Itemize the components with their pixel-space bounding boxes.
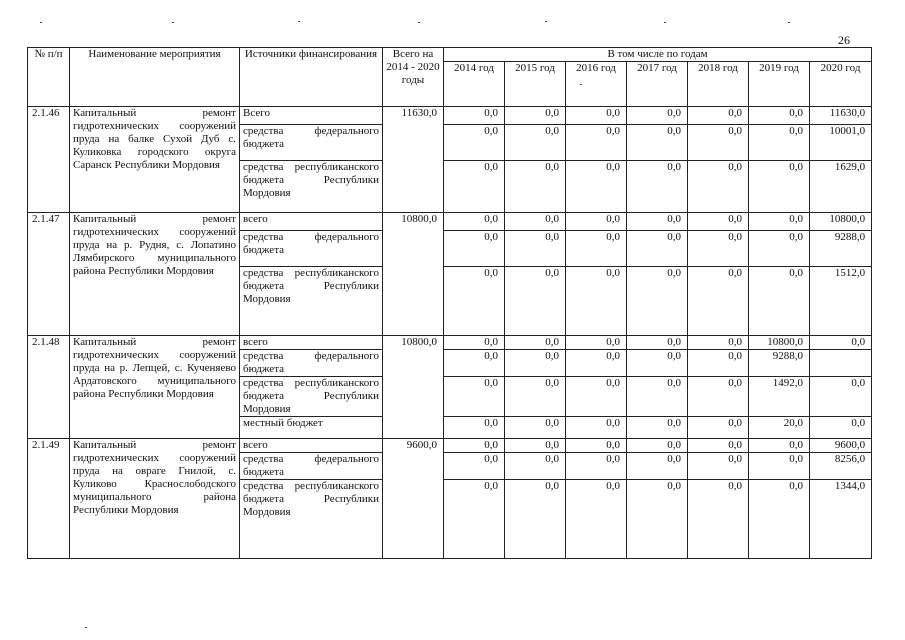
value-cell: 0,0 (505, 231, 566, 267)
value-cell: 0,0 (749, 480, 810, 559)
value-cell: 0,0 (627, 417, 688, 439)
value-cell: 0,0 (688, 160, 749, 212)
entry-total: 10800,0 (383, 213, 444, 336)
header-total: Всего на 2014 - 2020 годы (383, 48, 444, 107)
header-year: 2019 год (749, 62, 810, 107)
value-cell: 0,0 (566, 350, 627, 377)
value-cell: 0,0 (566, 213, 627, 231)
value-cell: 8256,0 (810, 453, 872, 480)
value-cell: 1629,0 (810, 160, 872, 212)
entry-name: Капитальный ремонт гидротехнических сооружений пруда на овраге Гнилой, с. Куликово Краснослободского муниципального района Республики Мордовия (70, 439, 240, 559)
value-cell: 0,0 (566, 160, 627, 212)
value-cell: 0,0 (505, 336, 566, 350)
value-cell: 0,0 (627, 336, 688, 350)
value-cell: 20,0 (749, 417, 810, 439)
value-cell: 1344,0 (810, 480, 872, 559)
value-cell: 0,0 (444, 377, 505, 417)
header-year: 2015 год (505, 62, 566, 107)
entry-number: 2.1.46 (28, 107, 70, 213)
entry-name: Капитальный ремонт гидротехнических сооружений пруда на р. Рудня, с. Лопатино Лямбирского муниципального района Республики Мордовия (70, 213, 240, 336)
value-cell: 0,0 (505, 350, 566, 377)
value-cell: 10001,0 (810, 125, 872, 160)
entry-number: 2.1.48 (28, 336, 70, 439)
value-cell: 1512,0 (810, 267, 872, 336)
entry-name: Капитальный ремонт гидротехнических сооружений пруда на р. Лепцей, с. Кученяево Ардатовского муниципального района Республики Мордовия (70, 336, 240, 439)
funding-source: Всего (240, 107, 383, 125)
funding-source: всего (240, 336, 383, 350)
page-number: 26 (838, 33, 850, 47)
value-cell: 0,0 (505, 417, 566, 439)
value-cell: 0,0 (444, 417, 505, 439)
value-cell: 0,0 (688, 125, 749, 160)
value-cell: 0,0 (627, 350, 688, 377)
value-cell: 0,0 (627, 377, 688, 417)
value-cell: 0,0 (627, 480, 688, 559)
value-cell: 0,0 (627, 160, 688, 212)
header-year: 2020 год (810, 62, 872, 107)
value-cell: 0,0 (688, 336, 749, 350)
value-cell: 9288,0 (810, 231, 872, 267)
funding-table (27, 47, 872, 559)
value-cell: 0,0 (566, 439, 627, 453)
value-cell: 0,0 (505, 213, 566, 231)
value-cell: 0,0 (505, 439, 566, 453)
value-cell: 0,0 (627, 231, 688, 267)
header-year: 2018 год (688, 62, 749, 107)
value-cell: 0,0 (749, 213, 810, 231)
value-cell: 0,0 (444, 213, 505, 231)
value-cell: 11630,0 (810, 107, 872, 125)
value-cell: 0,0 (505, 125, 566, 160)
value-cell: 0,0 (688, 377, 749, 417)
value-cell: 0,0 (566, 377, 627, 417)
funding-source: средства республиканского бюджета Республики Мордовия (240, 377, 383, 417)
funding-source: средства федерального бюджета (240, 231, 383, 267)
value-cell: 0,0 (810, 377, 872, 417)
entry-number: 2.1.47 (28, 213, 70, 336)
value-cell: 0,0 (444, 480, 505, 559)
value-cell: 0,0 (810, 417, 872, 439)
funding-source: всего (240, 213, 383, 231)
funding-source: средства федерального бюджета (240, 453, 383, 480)
value-cell: 0,0 (749, 107, 810, 125)
funding-source: средства республиканского бюджета Республики Мордовия (240, 267, 383, 336)
value-cell: 0,0 (688, 439, 749, 453)
value-cell: 0,0 (566, 231, 627, 267)
value-cell: 0,0 (444, 336, 505, 350)
header-year: 2014 год (444, 62, 505, 107)
header-year: 2016 год (566, 62, 627, 107)
entry-name: Капитальный ремонт гидротехнических сооружений пруда на балке Сухой Дуб с. Куликовка городского округа Саранск Республики Мордовия (70, 107, 240, 213)
value-cell: 0,0 (505, 267, 566, 336)
entry-total: 11630,0 (383, 107, 444, 213)
table-row (28, 107, 872, 125)
value-cell: 0,0 (688, 350, 749, 377)
value-cell: 0,0 (566, 267, 627, 336)
funding-source: средства республиканского бюджета Республики Мордовия (240, 160, 383, 212)
value-cell: 0,0 (749, 267, 810, 336)
value-cell: 0,0 (688, 480, 749, 559)
value-cell: 0,0 (627, 107, 688, 125)
value-cell: 0,0 (627, 125, 688, 160)
value-cell: 0,0 (505, 377, 566, 417)
value-cell: 0,0 (627, 213, 688, 231)
value-cell: 0,0 (749, 231, 810, 267)
value-cell: 0,0 (566, 417, 627, 439)
value-cell: 0,0 (444, 267, 505, 336)
funding-source: местный бюджет (240, 417, 383, 439)
value-cell: 10800,0 (810, 213, 872, 231)
table-row (28, 336, 872, 350)
value-cell: 9600,0 (810, 439, 872, 453)
funding-source: средства федерального бюджета (240, 350, 383, 377)
funding-source: средства федерального бюджета (240, 125, 383, 160)
value-cell: 0,0 (444, 160, 505, 212)
value-cell (810, 350, 872, 377)
value-cell: 0,0 (505, 480, 566, 559)
value-cell: 0,0 (444, 439, 505, 453)
header-year: 2017 год (627, 62, 688, 107)
value-cell: 10800,0 (749, 336, 810, 350)
value-cell: 0,0 (749, 160, 810, 212)
value-cell: 0,0 (444, 453, 505, 480)
header-no: № п/п (28, 48, 70, 107)
value-cell: 0,0 (444, 125, 505, 160)
value-cell: 0,0 (749, 125, 810, 160)
header-row (28, 48, 872, 62)
entry-total: 9600,0 (383, 439, 444, 559)
value-cell: 0,0 (749, 453, 810, 480)
value-cell: 0,0 (566, 453, 627, 480)
header-source: Источники финансирования (240, 48, 383, 107)
value-cell: 0,0 (810, 336, 872, 350)
value-cell: 0,0 (505, 453, 566, 480)
value-cell: 0,0 (688, 417, 749, 439)
value-cell: 0,0 (505, 107, 566, 125)
funding-source: всего (240, 439, 383, 453)
header-years-group: В том числе по годам (444, 48, 872, 62)
value-cell: 1492,0 (749, 377, 810, 417)
value-cell: 0,0 (566, 107, 627, 125)
value-cell: 0,0 (505, 160, 566, 212)
value-cell: 0,0 (688, 107, 749, 125)
value-cell: 0,0 (566, 336, 627, 350)
value-cell: 9288,0 (749, 350, 810, 377)
value-cell: 0,0 (749, 439, 810, 453)
table-row (28, 213, 872, 231)
funding-source: средства республиканского бюджета Республики Мордовия (240, 480, 383, 559)
value-cell: 0,0 (566, 125, 627, 160)
value-cell: 0,0 (688, 231, 749, 267)
value-cell: 0,0 (627, 439, 688, 453)
value-cell: 0,0 (444, 107, 505, 125)
value-cell: 0,0 (444, 350, 505, 377)
entry-total: 10800,0 (383, 336, 444, 439)
value-cell: 0,0 (627, 453, 688, 480)
value-cell: 0,0 (688, 453, 749, 480)
value-cell: 0,0 (688, 213, 749, 231)
value-cell: 0,0 (688, 267, 749, 336)
value-cell: 0,0 (444, 231, 505, 267)
value-cell: 0,0 (566, 480, 627, 559)
value-cell: 0,0 (627, 267, 688, 336)
entry-number: 2.1.49 (28, 439, 70, 559)
header-name: Наименование мероприятия (70, 48, 240, 107)
table-row (28, 439, 872, 453)
